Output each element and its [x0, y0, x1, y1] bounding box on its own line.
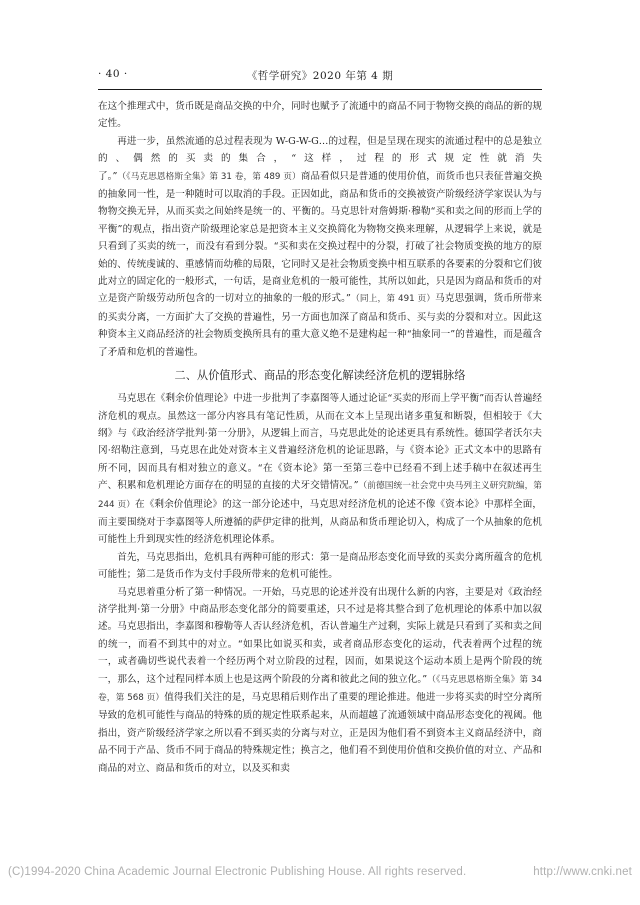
paragraph-text: 首先，马克思指出，危机具有两种可能的形式：第一是商品形态变化而导致的买卖分离所蕴含的危机可能性；第二是货币作为支付手段所带来的危机可能性。	[98, 551, 542, 581]
paragraph	[98, 584, 542, 777]
paragraph	[98, 390, 542, 549]
citation: （《马克思恩格斯全集》第 34 卷，第 568 页）	[98, 674, 543, 703]
paragraph-text: 值得我们关注的是，马克思稍后则作出了重要的理论推进。他进一步将买卖的时空分离所导致的危机可能性与商品的特殊的质的规定性联系起来，从而超越了流通领域中商品形态变化的视阈。他指出，资产阶级经济学家之所以看不到买卖的分离与对立，正是因为他们看不到资本主义商品经济中，商品不同于产品、货币不同于商品的特殊规定性；换言之，他们看不到使用价值和交换价值的对立、产品和商品的对立、商品和货币的对立，以及买和卖	[98, 692, 543, 774]
paragraph-text: 马克思着重分析了第一种情况。一开始，马克思的论述并没有出现什么新的内容，主要是对《政治经济学批判·第一分册》中商品形态变化部分的简要重述，只不过是将其整合到了危机理论的体系中加以叙述。马克思指出，李嘉图和穆勒等人否认经济危机，否认普遍生产过剩，实际上就是只看到了买和卖之间的统一，而看不到其中的对立。“如果比如说买和卖，或者商品形态变化的运动，代表着两个过程的统一，或者确切些说代表着一个经历两个对立阶段的过程，因而，如果说这个运动本质上是两个阶段的统一，那么，这个过程同样本质上也是这两个阶段的分离和彼此之间的独立化。”	[98, 586, 542, 685]
paragraph-text: 马克思在《剩余价值理论》中进一步批判了李嘉图等人通过论证“买卖的形而上学平衡”而否认普遍经济危机的观点。虽然这一部分内容具有笔记性质，从而在文本上呈现出诸多重复和断裂，但相较于《大纲》与《政治经济学批判·第一分册》，从逻辑上而言，马克思此处的论述更具有系统性。德国学者沃尔夫冈·绍勒注意到，马克思在此处对资本主义普遍经济危机的论证思路，与《资本论》正式文本中的思路有所不同，因而具有相对独立的意义。“在《资本论》第一至第三卷中已经看不到上述手稿中在叙述再生产、积累和危机理论方面存在的明显的直接的犬牙交错情况。”	[98, 393, 542, 492]
citation: （《马克思恩格斯全集》第 31 卷，第 489 页）	[117, 171, 301, 182]
paragraph-text: 在这个推理式中，货币既是商品交换的中介，同时也赋予了流通中的商品不同于物物交换的商品的新的规定性。	[98, 101, 542, 130]
paragraph	[98, 549, 542, 584]
running-header	[98, 68, 542, 84]
paragraph-text: 商品看似只是普通的使用价值，而货币也只表征普遍交换的抽象同一性，是一种随时可以取消的手段。正因如此，商品和货币的交换被资产阶级经济学家误认为与物物交换无异，从而买卖之间始终是统一的、平衡的。马克思针对詹姆斯·穆勒“买和卖之间的形而上学的平衡”的观点，指出资产阶级理论家总是把资本主义交换简化为物物交换来理解，从逻辑学上来说，就是只看到了买卖的统一，而没有看到分裂。“买和卖在交换过程中的分裂，打破了社会物质变换的地方的原始的、传统虔诚的、重感情而幼稚的局限，它同时又是社会物质变换中相互联系的各要素的分裂和它们彼此对立的固定化的一般形式，一句话，是商业危机的一般可能性，其所以如此，只是因为商品和货币的对立是资产阶级劳动所包含的一切对立的抽象的一般的形式。”	[98, 170, 543, 305]
paragraph-text: 马克思强调，货币所带来的买卖分离，一方面扩大了交换的普遍性，另一方面也加深了商品和货币、买与卖的分裂和对立。因此这种资本主义商品经济的社会物质变换所具有的重大意义绝不是建构起一种“抽象同一”的普遍性，而是蕴含了矛盾和危机的普遍性。	[98, 293, 543, 358]
section-heading: 二、从价值形式、商品的形态变化解读经济危机的逻辑脉络	[174, 369, 466, 383]
footer-url: http://www.cnki.net	[533, 866, 632, 878]
citation: （同上，第 491 页）	[350, 294, 436, 305]
header-rule	[98, 89, 542, 90]
paragraph	[98, 133, 542, 361]
paragraph	[98, 98, 542, 133]
paragraph-text: 再进一步，虽然流通的总过程表现为 W-G-W-G…的过程，但是呈现在现实的流通过程中的总是独立的、偶然的买卖的集合，“这样，过程的形式规定性就消失了。”	[98, 135, 542, 182]
journal-title: 《哲学研究》2020 年第 4 期	[246, 70, 394, 82]
article-body	[98, 98, 542, 777]
paragraph-text: 在《剩余价值理论》的这一部分论述中，马克思对经济危机的论述不像《资本论》中那样全面，而主要围绕对于李嘉图等人所遵循的萨伊定律的批判，从商品和货币理论切入，构成了一个从抽象的危机可能性上升到现实性的经济危机理论体系。	[98, 498, 542, 546]
citation: （前德国统一社会党中央马列主义研究院编，第 244 页）	[98, 481, 542, 510]
page-number: · 40 ·	[98, 68, 128, 80]
copyright-notice: (C)1994-2020 China Academic Journal Electronic Publishing House. All rights reserved.	[8, 866, 467, 878]
